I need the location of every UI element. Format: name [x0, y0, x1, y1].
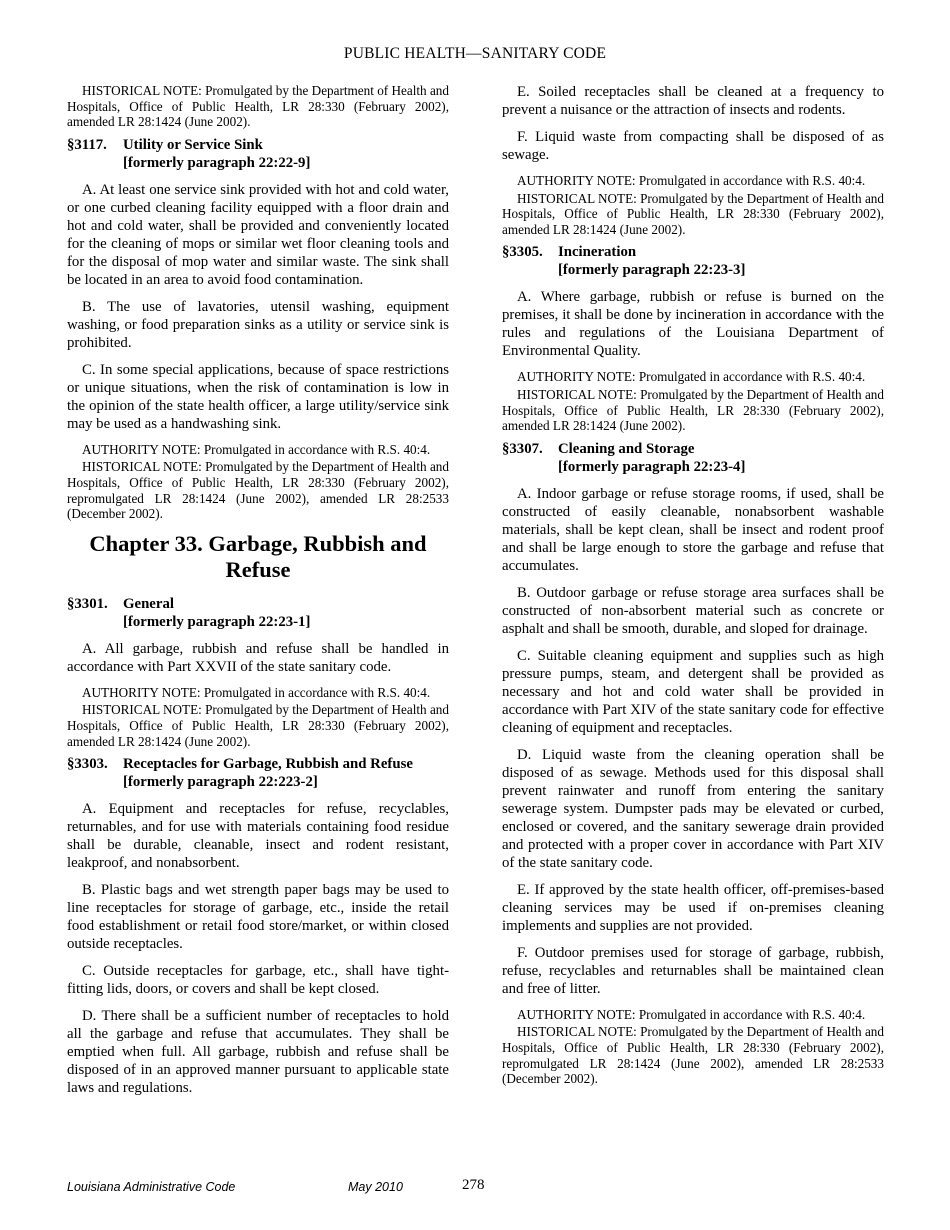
historical-note: HISTORICAL NOTE: Promulgated by the Department of Health and Hospitals, Office of Public Health, LR 28:330 (February 2002), repromulgated LR 28:1424 (June 2002), amended LR 28:2533 (December 2002). — [502, 1024, 884, 1087]
paragraph-3307-b: B. Outdoor garbage or refuse storage area surfaces shall be constructed of non-absorbent material such as concrete or asphalt and shall be smooth, durable, and sloped for drainage. — [502, 584, 884, 637]
footer-publication: Louisiana Administrative Code — [67, 1180, 236, 1194]
authority-note: AUTHORITY NOTE: Promulgated in accordance with R.S. 40:4. — [82, 441, 431, 457]
paragraph-3303-e: E. Soiled receptacles shall be cleaned at a frequency to prevent a nuisance or the attraction of insects and rodents. — [502, 84, 884, 118]
section-formerly: [formerly paragraph 22:223-2] — [123, 774, 318, 791]
paragraph-3301-a: A. All garbage, rubbish and refuse shall be handled in accordance with Part XXVII of the state sanitary code. — [67, 640, 449, 675]
section-heading-3307 — [502, 440, 884, 476]
paragraph-3303-f: F. Liquid waste from compacting shall be disposed of as sewage. — [502, 129, 884, 163]
section-number: §3303. — [67, 756, 108, 773]
chapter-title: Chapter 33. Garbage, Rubbish and Refuse — [89, 530, 427, 582]
section-heading-3117 — [67, 136, 449, 172]
right-column — [502, 83, 884, 1093]
historical-note: HISTORICAL NOTE: Promulgated by the Department of Health and Hospitals, Office of Public Health, LR 28:330 (February 2002), repromulgated LR 28:1424 (June 2002), amended LR 28:2533 (December 2002). — [67, 459, 449, 522]
running-head: PUBLIC HEALTH—SANITARY CODE — [343, 45, 607, 62]
section-title: Cleaning and Storage — [558, 440, 695, 457]
historical-note: HISTORICAL NOTE: Promulgated by the Department of Health and Hospitals, Office of Public Health, LR 28:330 (February 2002), amended LR 28:1424 (June 2002). — [502, 190, 884, 237]
section-number: §3301. — [67, 595, 108, 612]
historical-note: HISTORICAL NOTE: Promulgated by the Department of Health and Hospitals, Office of Public Health, LR 28:330 (February 2002), amended LR 28:1424 (June 2002). — [502, 386, 884, 434]
section-formerly: [formerly paragraph 22:22-9] — [123, 154, 311, 171]
section-number: §3117. — [67, 136, 107, 153]
historical-note: HISTORICAL NOTE: Promulgated by the Department of Health and Hospitals, Office of Public Health, LR 28:330 (February 2002), amended LR 28:1424 (June 2002). — [67, 83, 449, 130]
paragraph-3305-a: A. Where garbage, rubbish or refuse is burned on the premises, it shall be done by incineration in accordance with the rules and regulations of the Louisiana Department of Environmental Quality. — [502, 289, 884, 360]
left-column — [67, 83, 449, 1106]
section-title: Receptacles for Garbage, Rubbish and Refuse — [123, 756, 413, 773]
paragraph-3303-b: B. Plastic bags and wet strength paper bags may be used to line receptacles for storage of garbage, etc., inside the retail food establishment or retail food store/market, or within closed outside receptacles. — [67, 882, 449, 953]
section-title: Incineration — [558, 244, 637, 261]
paragraph-3307-d: D. Liquid waste from the cleaning operation shall be disposed of as sewage. Methods used for this disposal shall prevent rainwater and runoff from entering the sanitary sewerage system. Dumpster pads may be elevated or curbed, enclosed or covered, and the sanitary sewerage drain provided and protected with a proper cover in accordance with Part XIV of the state sanitary code. — [502, 746, 884, 871]
section-title: Utility or Service Sink — [123, 136, 263, 153]
historical-note: HISTORICAL NOTE: Promulgated by the Department of Health and Hospitals, Office of Public Health, LR 28:330 (February 2002), amended LR 28:1424 (June 2002). — [67, 702, 449, 749]
paragraph-3307-e: E. If approved by the state health officer, off-premises-based cleaning services may be used if on-premises cleaning implements and supplies are not provided. — [502, 881, 884, 934]
section-heading-3301 — [67, 595, 449, 631]
section-title: General — [123, 595, 174, 612]
page-number: 278 — [462, 1177, 485, 1193]
paragraph-3303-d: D. There shall be a sufficient number of receptacles to hold all the garbage and refuse that accumulates. They shall be emptied when full. All garbage, rubbish and refuse shall be disposed of in an approved manner pursuant to applicable state laws and regulations. — [67, 1008, 449, 1097]
paragraph-3117-c: C. In some special applications, because of space restrictions or unique situations, when the risk of contamination is low in the opinion of the state health officer, a large utility/service sink may be used as a handwashing sink. — [67, 361, 449, 432]
paragraph-3307-a: A. Indoor garbage or refuse storage rooms, if used, shall be constructed of easily cleanable, nonabsorbent washable materials, shall be kept clean, shall be insect and rodent proof and shall be large enough to store the garbage and refuse that accumulates. — [502, 485, 884, 574]
footer-date: May 2010 — [348, 1180, 403, 1194]
section-formerly: [formerly paragraph 22:23-4] — [558, 458, 746, 475]
authority-note: AUTHORITY NOTE: Promulgated in accordance with R.S. 40:4. — [517, 369, 866, 385]
authority-note: AUTHORITY NOTE: Promulgated in accordance with R.S. 40:4. — [517, 1006, 866, 1022]
paragraph-3117-b: B. The use of lavatories, utensil washing, equipment washing, or food preparation sinks as a utility or service sink is prohibited. — [67, 298, 449, 351]
section-heading-3305 — [502, 243, 884, 279]
paragraph-3303-a: A. Equipment and receptacles for refuse, recyclables, returnables, and for use with materials containing food residue shall be durable, cleanable, insect and rodent resistant, leakproof, and nonabsorbent. — [67, 801, 449, 872]
section-number: §3307. — [502, 440, 543, 457]
authority-note: AUTHORITY NOTE: Promulgated in accordance with R.S. 40:4. — [517, 173, 866, 188]
paragraph-3307-f: F. Outdoor premises used for storage of garbage, rubbish, refuse, recyclables and returnables shall be maintained clean and free of litter. — [502, 944, 884, 997]
authority-note: AUTHORITY NOTE: Promulgated in accordance with R.S. 40:4. — [82, 684, 431, 700]
section-heading-3303 — [67, 755, 449, 791]
section-formerly: [formerly paragraph 22:23-1] — [123, 613, 311, 630]
paragraph-3117-a: A. At least one service sink provided with hot and cold water, or one curbed cleaning facility equipped with a floor drain and hot and cold water, shall be provided and conveniently located for the cleaning of mops or similar wet floor cleaning tools and for the disposal of mop water and similar waste. The sink shall be located in an area to avoid food contamination. — [67, 181, 449, 288]
paragraph-3307-c: C. Suitable cleaning equipment and supplies such as high pressure pumps, steam, and detergent shall be provided as necessary and hot and cold water shall be provided in accordance with Part XIV of the state sanitary code for effective cleaning of equipment and receptacles. — [502, 647, 884, 736]
paragraph-3303-c: C. Outside receptacles for garbage, etc., shall have tight-fitting lids, doors, or covers and shall be kept closed. — [67, 963, 449, 998]
section-number: §3305. — [502, 244, 543, 261]
section-formerly: [formerly paragraph 22:23-3] — [558, 262, 746, 279]
